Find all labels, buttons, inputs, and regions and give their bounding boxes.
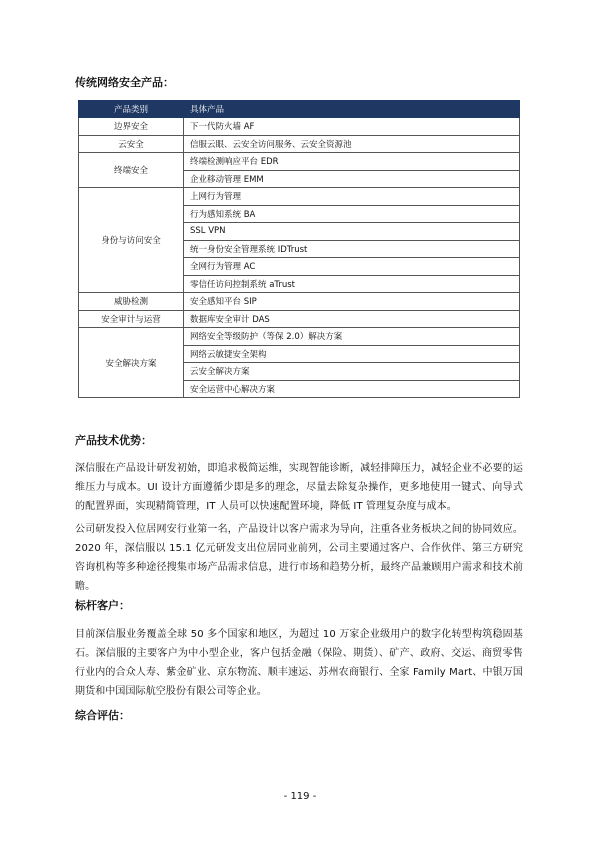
product-cell: 安全感知平台 SIP (184, 293, 520, 311)
category-cell: 云安全 (79, 135, 184, 153)
header-products: 具体产品 (184, 101, 520, 118)
product-cell: 数据库安全审计 DAS (184, 310, 520, 328)
product-cell: 终端检测响应平台 EDR (184, 153, 520, 171)
section-title-benchmark-customers: 标杆客户： (75, 599, 130, 612)
header-category: 产品类别 (79, 101, 184, 118)
table-body (79, 118, 520, 398)
category-cell: 身份与访问安全 (79, 188, 184, 293)
category-cell: 终端安全 (79, 153, 184, 188)
product-cell: 云安全解决方案 (184, 363, 520, 381)
table-row (79, 293, 520, 311)
section-title-overall-evaluation: 综合评估： (75, 709, 130, 722)
product-cell: 企业移动管理 EMM (184, 170, 520, 188)
paragraph-customers: 目前深信服业务覆盖全球 50 多个国家和地区，为超过 10 万家企业级用户的数字化转型构筑稳固基石。深信服的主要客户为中小型企业，客户包括金融（保险、期货）、矿产、政府、交运、商贸零售行业内的合众人寿、紫金矿业、京东物流、顺丰速运、苏州农商银行、全家 Family Mart、中银万国期货和中国国际航空股份有限公司等企业。 (75, 629, 523, 697)
table-row (79, 310, 520, 328)
section-title-tech-advantages: 产品技术优势： (75, 434, 152, 447)
table-row (79, 153, 520, 171)
product-cell: 信服云眼、云安全访问服务、云安全资源池 (184, 135, 520, 153)
table-row (79, 188, 520, 206)
category-cell: 威胁检测 (79, 293, 184, 311)
section-title-traditional-products: 传统网络安全产品： (75, 76, 174, 89)
product-cell: 统一身份安全管理系统 IDTrust (184, 240, 520, 258)
paragraph-advantage-1: 深信服在产品设计研发初始，即追求极简运维，实现智能诊断，减轻排障压力，减轻企业不必要的运维压力与成本。UI 设计方面遵循少即是多的理念，尽量去除复杂操作，更多地使用一键式、向导式的配置界面，实现精简管理，IT 人员可以快速配置环境，降低 IT 管理复杂度与成本。 (75, 463, 523, 512)
category-cell: 安全解决方案 (79, 328, 184, 398)
product-cell: SSL VPN (184, 223, 520, 241)
paragraph-advantage-2: 公司研发投入位居网安行业第一名，产品设计以客户需求为导向，注重各业务板块之间的协同效应。2020 年，深信服以 15.1 亿元研发支出位居同业前列，公司主要通过客户、合作伙伴、第三方研究咨询机构等多种途径搜集市场产品需求信息，进行市场和趋势分析，最终产品兼顾用户需求和技术前瞻。 (75, 524, 523, 592)
product-cell: 零信任访问控制系统 aTrust (184, 275, 520, 293)
product-cell: 下一代防火墙 AF (184, 118, 520, 136)
product-cell: 全网行为管理 AC (184, 258, 520, 276)
page-number: - 119 - (283, 791, 317, 802)
product-cell: 上网行为管理 (184, 188, 520, 206)
table-row (79, 328, 520, 346)
product-table (78, 100, 520, 398)
product-cell: 安全运营中心解决方案 (184, 380, 520, 398)
category-cell: 安全审计与运营 (79, 310, 184, 328)
product-cell: 网络安全等级防护（等保 2.0）解决方案 (184, 328, 520, 346)
product-cell: 网络云敏捷安全架构 (184, 345, 520, 363)
table-row (79, 135, 520, 153)
table-header-row (79, 101, 520, 118)
category-cell: 边界安全 (79, 118, 184, 136)
product-cell: 行为感知系统 BA (184, 205, 520, 223)
table-row (79, 118, 520, 136)
